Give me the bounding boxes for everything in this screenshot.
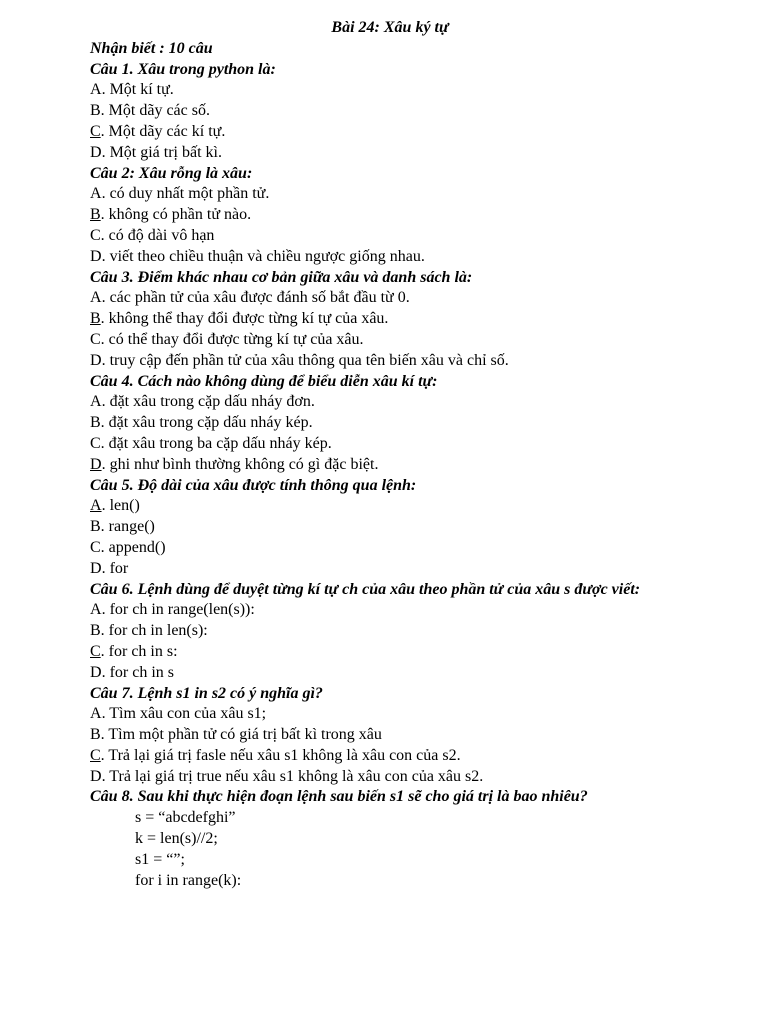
option-text: . truy cập đến phần tử của xâu thông qua tên biến xâu và chỉ số. (101, 351, 509, 369)
question-text: Câu 2: Xâu rỗng là xâu: (90, 164, 253, 182)
option-line (90, 455, 690, 476)
option-text: . for ch in range(len(s)): (101, 601, 255, 619)
option-text: . không có phần tử nào. (100, 206, 252, 224)
question-text: Câu 6. Lệnh dùng để duyệt từng kí tự ch của xâu theo phần tử của xâu s được viết: (90, 580, 641, 598)
option-text: . đặt xâu trong ba cặp dấu nháy kép. (100, 434, 332, 452)
option-letter: B (90, 414, 101, 432)
option-letter: A (90, 705, 102, 723)
option-line (90, 309, 690, 330)
option-letter: C (90, 226, 101, 244)
option-letter: A (90, 601, 102, 619)
option-letter: D (90, 663, 102, 681)
option-line (90, 330, 690, 351)
question-block (90, 684, 690, 788)
option-line (90, 288, 690, 309)
option-line (90, 247, 690, 268)
code-line: s1 = “”; (135, 850, 185, 868)
option-text: . đặt xâu trong cặp dấu nháy đơn. (101, 393, 315, 411)
option-letter-answer: C (90, 642, 101, 660)
option-text: . Một giá trị bất kì. (101, 143, 222, 161)
option-line (90, 663, 690, 684)
page-title: Bài 24: Xâu ký tự (331, 19, 449, 36)
option-text: . không thể thay đổi được từng kí tự của xâu. (100, 310, 389, 328)
question-block (90, 60, 690, 164)
option-letter: D (90, 247, 102, 265)
option-letter: C (90, 538, 101, 556)
option-line (90, 80, 690, 101)
code-line: for i in range(k): (135, 871, 242, 889)
option-text: . đặt xâu trong cặp dấu nháy kép. (100, 414, 313, 432)
option-letter-answer: A (90, 497, 102, 515)
option-letter: C (90, 434, 101, 452)
option-line (90, 642, 690, 663)
option-letter-answer: D (90, 455, 102, 473)
option-letter: A (90, 185, 102, 203)
option-line (90, 143, 690, 164)
question-block (90, 787, 690, 891)
option-line (90, 122, 690, 143)
option-line (90, 725, 690, 746)
option-text: . append() (100, 538, 166, 556)
option-text: . Tìm một phần tử có giá trị bất kì trong xâu (100, 726, 382, 744)
option-text: . Trả lại giá trị fasle nếu xâu s1 không là xâu con của s2. (100, 746, 461, 764)
question-text: Câu 7. Lệnh s1 in s2 có ý nghĩa gì? (90, 684, 323, 702)
option-letter: B (90, 726, 101, 744)
option-letter: D (90, 559, 102, 577)
option-line (90, 184, 690, 205)
option-text: . viết theo chiều thuận và chiều ngược giống nhau. (101, 247, 425, 265)
question-block (90, 268, 690, 372)
option-letter: D (90, 351, 102, 369)
option-line (90, 746, 690, 767)
option-line (90, 600, 690, 621)
option-line (90, 392, 690, 413)
question-text: Câu 1. Xâu trong python là: (90, 60, 276, 78)
option-letter-answer: C (90, 122, 101, 140)
option-line (90, 621, 690, 642)
option-line (90, 517, 690, 538)
option-letter-answer: C (90, 746, 101, 764)
option-letter: A (90, 289, 102, 307)
question-block (90, 372, 690, 476)
option-letter-answer: B (90, 206, 101, 224)
option-text: . có duy nhất một phần tử. (101, 185, 270, 203)
option-line (90, 205, 690, 226)
code-line: k = len(s)//2; (135, 830, 218, 848)
option-line (90, 101, 690, 122)
question-text: Câu 8. Sau khi thực hiện đoạn lệnh sau biến s1 sẽ cho giá trị là bao nhiêu? (90, 788, 588, 806)
option-letter-answer: B (90, 310, 101, 328)
option-line (90, 226, 690, 247)
option-text: . có độ dài vô hạn (100, 226, 215, 244)
option-text: . có thể thay đổi được từng kí tự của xâu. (100, 330, 364, 348)
option-text: . for ch in s (101, 663, 174, 681)
option-line (90, 496, 690, 517)
question-text: Câu 3. Điểm khác nhau cơ bản giữa xâu và danh sách là: (90, 268, 473, 286)
option-text: . Tìm xâu con của xâu s1; (101, 705, 267, 723)
question-block (90, 164, 690, 268)
section-heading: Nhận biết : 10 câu (90, 39, 213, 57)
option-text: . for ch in s: (100, 642, 178, 660)
option-letter: A (90, 393, 102, 411)
option-letter: A (90, 81, 102, 99)
option-text: . Một kí tự. (101, 81, 174, 99)
question-block (90, 476, 690, 580)
option-text: . len() (101, 497, 140, 515)
option-letter: B (90, 518, 101, 536)
option-letter: B (90, 102, 101, 120)
option-letter: C (90, 330, 101, 348)
option-text: . các phần tử của xâu được đánh số bắt đầu từ 0. (101, 289, 410, 307)
option-line (90, 538, 690, 559)
option-text: . Một dãy các số. (100, 102, 210, 120)
option-line (90, 413, 690, 434)
code-line: s = “abcdefghi” (135, 809, 236, 827)
option-letter: D (90, 767, 102, 785)
option-letter: B (90, 622, 101, 640)
option-text: . Trả lại giá trị true nếu xâu s1 không là xâu con của xâu s2. (101, 767, 484, 785)
option-line (90, 767, 690, 788)
document-page (90, 18, 690, 891)
option-text: . ghi như bình thường không có gì đặc biệt. (101, 455, 379, 473)
option-letter: D (90, 143, 102, 161)
option-line (90, 704, 690, 725)
question-text: Câu 5. Độ dài của xâu được tính thông qua lệnh: (90, 476, 417, 494)
option-text: . for ch in len(s): (100, 622, 208, 640)
option-text: . for (101, 559, 129, 577)
question-block (90, 580, 690, 684)
option-line (90, 434, 690, 455)
option-text: . Một dãy các kí tự. (100, 122, 226, 140)
question-text: Câu 4. Cách nào không dùng để biểu diễn xâu kí tự: (90, 372, 438, 390)
option-text: . range() (100, 518, 155, 536)
option-line (90, 559, 690, 580)
option-line (90, 351, 690, 372)
